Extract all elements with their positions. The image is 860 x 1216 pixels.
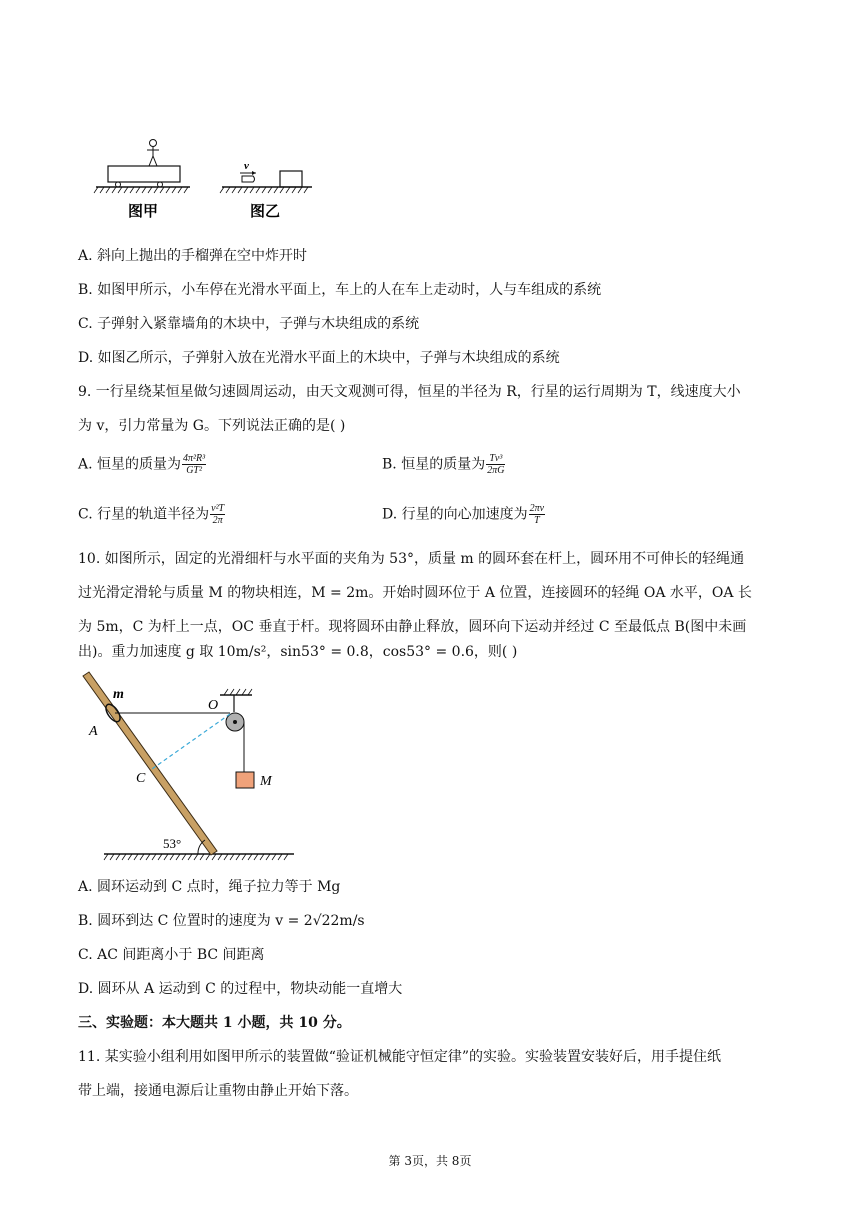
q9-option-d-num: 2πv bbox=[529, 503, 545, 514]
figure-incline-pulley bbox=[80, 668, 300, 868]
q10-stem-line2: 过光滑定滑轮与质量 M 的物块相连，M = 2m。开始时圆环位于 A 位置，连接圆环的轻绳 OA 水平，OA 长 bbox=[78, 585, 752, 601]
q8-option-c: C. 子弹射入紧靠墙角的木块中，子弹与木块组成的系统 bbox=[78, 316, 420, 332]
q9-option-b-prefix: B. 恒星的质量为 bbox=[382, 456, 486, 473]
page-footer: 第 3页，共 8页 bbox=[388, 1154, 472, 1168]
q9-option-a-num: 4π²R³ bbox=[183, 453, 206, 464]
section-heading: 三、实验题：本大题共 1 小题，共 10 分。 bbox=[78, 1015, 351, 1031]
q10-option-d: D. 圆环从 A 运动到 C 的过程中，物块动能一直增大 bbox=[78, 981, 403, 997]
q10-option-a: A. 圆环运动到 C 点时，绳子拉力等于 Mg bbox=[78, 879, 341, 895]
q9-option-d-den: T bbox=[534, 515, 540, 526]
label-big-m: M bbox=[260, 774, 272, 789]
label-c: C bbox=[136, 771, 146, 786]
figure-yi-velocity-label: v bbox=[244, 160, 249, 172]
q9-option-c-fraction bbox=[210, 503, 225, 526]
q11-stem-line2: 带上端，接通电源后让重物由静止开始下落。 bbox=[78, 1083, 358, 1099]
q8-option-d: D. 如图乙所示，子弹射入放在光滑水平面上的木块中，子弹与木块组成的系统 bbox=[78, 350, 560, 366]
q10-option-c: C. AC 间距离小于 BC 间距离 bbox=[78, 947, 265, 963]
label-o: O bbox=[208, 698, 219, 713]
q9-option-d-prefix: D. 行星的向心加速度为 bbox=[382, 506, 528, 523]
q9-option-d-fraction bbox=[529, 503, 545, 526]
q9-stem-line1: 9. 一行星绕某恒星做匀速圆周运动，由天文观测可得，恒星的半径为 R，行星的运行周期为 T，线速度大小 bbox=[78, 384, 741, 400]
q9-option-a bbox=[78, 453, 207, 476]
label-m: m bbox=[113, 687, 124, 702]
figure-jia-label: 图甲 bbox=[128, 204, 159, 220]
q9-option-a-den: GT² bbox=[186, 465, 202, 476]
q8-option-b: B. 如图甲所示，小车停在光滑水平面上，车上的人在车上走动时，人与车组成的系统 bbox=[78, 282, 602, 298]
q9-stem-line2: 为 v，引力常量为 G。下列说法正确的是( ) bbox=[78, 418, 346, 434]
angle-label: 53° bbox=[163, 836, 182, 851]
q11-stem-line1: 11. 某实验小组利用如图甲所示的装置做“验证机械能守恒定律”的实验。实验装置安装好后，用手提住纸 bbox=[78, 1049, 722, 1065]
q9-option-c bbox=[78, 503, 226, 526]
q8-option-a: A. 斜向上抛出的手榴弹在空中炸开时 bbox=[78, 248, 308, 264]
q9-option-a-fraction bbox=[182, 453, 206, 476]
label-a: A bbox=[89, 724, 98, 739]
q9-option-b-fraction bbox=[486, 453, 505, 476]
q10-option-b: B. 圆环到达 C 位置时的速度为 v = 2√22m/s bbox=[78, 913, 365, 929]
q9-option-c-prefix: C. 行星的轨道半径为 bbox=[78, 506, 210, 523]
q9-option-c-den: 2π bbox=[212, 515, 223, 526]
q9-option-b-den: 2πG bbox=[487, 465, 505, 476]
q9-option-d bbox=[382, 503, 546, 526]
q10-stem-line1: 10. 如图所示，固定的光滑细杆与水平面的夹角为 53°，质量 m 的圆环套在杆上，圆环用不可伸长的轻绳通 bbox=[78, 551, 745, 567]
q9-option-c-num: v²T bbox=[211, 503, 225, 514]
q9-option-b-num: Tv³ bbox=[486, 453, 505, 465]
figure-yi-label: 图乙 bbox=[250, 204, 281, 220]
q10-stem-line3: 为 5m，C 为杆上一点，OC 垂直于杆。现将圆环由静止释放，圆环向下运动并经过 C 至最低点 B(图中未画 bbox=[78, 619, 747, 635]
q10-stem-line4: 出)。重力加速度 g 取 10m/s²，sin53° = 0.8，cos53° = 0.6，则( ) bbox=[78, 644, 518, 660]
q9-option-a-prefix: A. 恒星的质量为 bbox=[78, 456, 182, 473]
figure-jia-yi bbox=[90, 132, 330, 224]
q9-option-b bbox=[382, 453, 506, 476]
